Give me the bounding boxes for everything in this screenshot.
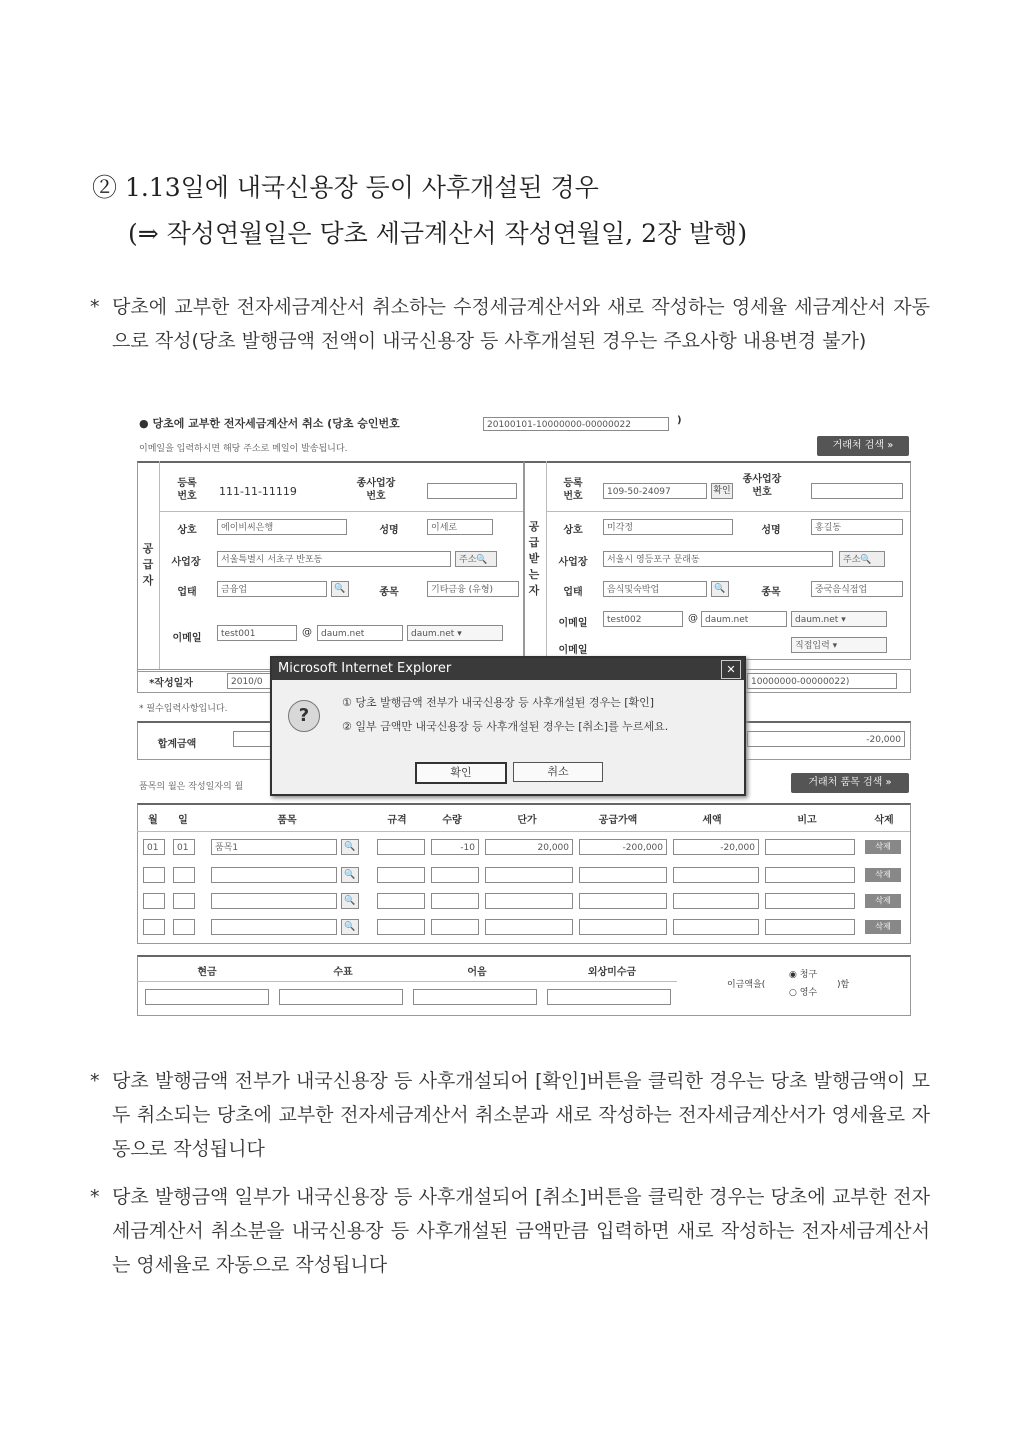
dialog-line-1: ① 당초 발행금액 전부가 내국신용장 등 사후개설된 경우는 [확인] — [342, 696, 655, 709]
pay-cash-field[interactable] — [145, 989, 269, 1005]
receiver-email-label: 이메일 — [558, 618, 588, 629]
bullet-text: 당초에 교부한 전자세금계산서 취소하는 수정세금계산서와 새로 작성하는 영세율 세금계산서 자동으로 작성(당초 발행금액 전액이 내국신용장 등 사후개설된 경우는 주요사항 내용변경 불가) — [112, 296, 930, 352]
bullet-paragraph-3 — [90, 1180, 930, 1282]
pay-note-label: 어음 — [467, 967, 487, 978]
col-supply: 공급가액 — [598, 815, 638, 826]
pay-claim-radio[interactable]: ◉ 청구 — [789, 970, 818, 980]
row1-spec[interactable] — [377, 839, 425, 855]
required-note: * 필수입력사항입니다. — [139, 704, 228, 714]
section-subheading: (⇒ 작성연월일은 당초 세금계산서 작성연월일, 2장 발행) — [128, 219, 748, 248]
search-icon: 🔍 — [476, 555, 488, 565]
items-note: 품목의 월은 작성일자의 월 — [139, 782, 244, 792]
pay-note-field[interactable] — [413, 989, 537, 1005]
date-field[interactable]: 2010/0 — [227, 673, 287, 689]
supplier-reg-label: 등록 번호 — [177, 478, 197, 502]
partner-search-button[interactable]: 거래처 검색 » — [817, 436, 909, 456]
receiver-reg-label: 등록 번호 — [563, 478, 583, 502]
supplier-addr-button[interactable]: 주소🔍 — [455, 551, 497, 567]
row3-supply[interactable] — [579, 893, 667, 909]
radio-selected-icon: ◉ — [789, 970, 797, 980]
receiver-name-field[interactable]: 미각정 — [603, 519, 733, 535]
receiver-reg-field[interactable]: 109-50-24097 — [603, 483, 707, 499]
confirm-dialog — [270, 656, 746, 796]
col-day: 일 — [178, 815, 188, 826]
row4-qty[interactable] — [431, 919, 479, 935]
bullet-circle-icon: ● — [139, 417, 149, 430]
search-icon[interactable]: 🔍 — [341, 893, 359, 909]
receiver-rep-label: 성명 — [761, 525, 781, 536]
supplier-side-label: 공 급 자 — [142, 542, 154, 587]
pay-claim-label-post: )함 — [837, 980, 850, 990]
radio-empty-icon: ○ — [789, 988, 797, 998]
supplier-reg-number: 111-11-11119 — [219, 485, 297, 498]
row1-delete-button[interactable]: 삭제 — [865, 840, 901, 854]
supplier-rep-label: 성명 — [379, 525, 399, 536]
email-notice: 이메일을 입력하시면 해당 주소로 메일이 발송됩니다. — [139, 444, 348, 454]
row3-month[interactable] — [143, 893, 165, 909]
supplier-email-id-field[interactable]: test001 — [217, 625, 297, 641]
row3-spec[interactable] — [377, 893, 425, 909]
reference-field[interactable]: 10000000-00000022) — [747, 673, 897, 689]
pay-receivable-field[interactable] — [547, 989, 671, 1005]
col-price: 단가 — [517, 815, 537, 826]
supplier-type-field[interactable]: 금융업 — [217, 581, 327, 597]
dialog-title: Microsoft Internet Explorer — [278, 661, 452, 676]
ok-button[interactable]: 확인 — [415, 762, 507, 784]
pay-check-label: 수표 — [333, 967, 353, 978]
row2-delete-button[interactable]: 삭제 — [865, 868, 901, 882]
row2-item[interactable] — [211, 867, 337, 883]
receiver-item-field[interactable]: 중국음식점업 — [811, 581, 903, 597]
col-month: 월 — [148, 815, 158, 826]
col-item: 품목 — [277, 815, 297, 826]
bullet-text: 당초 발행금액 일부가 내국신용장 등 사후개설되어 [취소]버튼을 클릭한 경우는 당초에 교부한 전자세금계산서 취소분을 내국신용장 등 사후개설된 금액만큼 입력하면 새로 작성하는 전자세금계산서는 영세율로 자동으로 작성됩니다 — [112, 1186, 930, 1276]
bullet-mark: * — [90, 1186, 100, 1208]
receiver-email2-select[interactable]: 직접입력 ▾ — [791, 637, 887, 653]
col-spec: 규격 — [387, 815, 407, 826]
supplier-rep-field[interactable]: 이세로 — [427, 519, 493, 535]
total-amount-field[interactable]: -20,000 — [747, 731, 905, 747]
receiver-subreg-label: 종사업장 번호 — [742, 474, 782, 498]
row1-price[interactable]: 20,000 — [485, 839, 573, 855]
confirm-button[interactable]: 확인 — [711, 483, 733, 499]
receiver-email-domain-field[interactable]: daum.net — [701, 611, 787, 627]
chevron-down-icon: ▾ — [457, 629, 462, 639]
item-search-button[interactable]: 거래처 품목 검색 » — [791, 773, 909, 793]
supplier-email-domain-field[interactable]: daum.net — [317, 625, 403, 641]
row1-supply[interactable]: -200,000 — [579, 839, 667, 855]
dialog-titlebar — [272, 658, 744, 680]
row2-tax[interactable] — [673, 867, 759, 883]
supplier-type-label: 업태 — [177, 587, 197, 598]
total-field-left[interactable] — [233, 731, 273, 747]
receiver-addr-button[interactable]: 주소🔍 — [839, 551, 885, 567]
pay-receivable-label: 외상미수금 — [587, 967, 637, 978]
approval-number-field[interactable]: 20100101-10000000-00000022 — [483, 417, 669, 431]
pay-cash-label: 현금 — [197, 967, 217, 978]
row3-item[interactable] — [211, 893, 337, 909]
col-note: 비고 — [797, 815, 817, 826]
row2-spec[interactable] — [377, 867, 425, 883]
row2-note[interactable] — [765, 867, 855, 883]
col-qty: 수량 — [442, 815, 462, 826]
row1-note[interactable] — [765, 839, 855, 855]
supplier-email-select[interactable]: daum.net ▾ — [407, 625, 503, 641]
receiver-type-label: 업태 — [563, 587, 583, 598]
receiver-type-field[interactable]: 음식및숙박업 — [603, 581, 707, 597]
receiver-email-select[interactable]: daum.net ▾ — [791, 611, 887, 627]
bullet-text: 당초 발행금액 전부가 내국신용장 등 사후개설되어 [확인]버튼을 클릭한 경우는 당초 발행금액이 모두 취소되는 당초에 교부한 전자세금계산서 취소분과 새로 작성하는 전자세금계산서가 영세율로 자동으로 작성됩니다 — [112, 1070, 930, 1160]
supplier-addr-field[interactable]: 서울특별시 서초구 반포동 — [217, 551, 451, 567]
row4-supply[interactable] — [579, 919, 667, 935]
pay-check-field[interactable] — [279, 989, 403, 1005]
row1-day[interactable]: 01 — [173, 839, 195, 855]
search-icon: 🔍 — [860, 555, 872, 565]
row3-tax[interactable] — [673, 893, 759, 909]
supplier-name-field[interactable]: 에이비씨은행 — [217, 519, 347, 535]
supplier-item-field[interactable]: 기타금융 (유형) — [427, 581, 519, 597]
date-label: *작성일자 — [149, 678, 193, 689]
form-title: ● 당초에 교부한 전자세금계산서 취소 (당초 승인번호 — [139, 417, 400, 430]
row4-delete-button[interactable]: 삭제 — [865, 920, 901, 934]
bullet-paragraph-1 — [90, 290, 930, 358]
chevron-down-icon: ▾ — [832, 641, 838, 651]
row4-spec[interactable] — [377, 919, 425, 935]
bullet-mark: * — [90, 1070, 100, 1092]
receiver-email2-label: 이메일 — [558, 645, 588, 656]
row2-qty[interactable] — [431, 867, 479, 883]
bullet-mark: * — [90, 296, 100, 318]
at-sign: @ — [688, 613, 698, 624]
row4-price[interactable] — [485, 919, 573, 935]
col-tax: 세액 — [702, 815, 722, 826]
row1-qty[interactable]: -10 — [431, 839, 479, 855]
row2-price[interactable] — [485, 867, 573, 883]
receiver-item-label: 종목 — [761, 587, 781, 598]
receiver-addr-field[interactable]: 서울시 영등포구 문래동 — [603, 551, 833, 567]
supplier-name-label: 상호 — [177, 525, 197, 536]
row2-day[interactable] — [173, 867, 195, 883]
row3-qty[interactable] — [431, 893, 479, 909]
dialog-line-2: ② 일부 금액만 내국신용장 등 사후개설된 경우는 [취소]를 누르세요. — [342, 720, 669, 733]
row4-tax[interactable] — [673, 919, 759, 935]
row4-note[interactable] — [765, 919, 855, 935]
search-icon[interactable]: 🔍 — [341, 867, 359, 883]
row3-delete-button[interactable]: 삭제 — [865, 894, 901, 908]
receiver-name-label: 상호 — [563, 525, 583, 536]
receiver-rep-field[interactable]: 홍길동 — [811, 519, 903, 535]
pay-claim-label-pre: 이금액을( — [727, 980, 766, 990]
chevron-down-icon: ▾ — [841, 615, 846, 625]
row4-day[interactable] — [173, 919, 195, 935]
pay-receipt-radio[interactable]: ○ 영수 — [789, 988, 818, 998]
row1-month[interactable]: 01 — [143, 839, 165, 855]
row3-price[interactable] — [485, 893, 573, 909]
supplier-subreg-label: 종사업장 번호 — [356, 478, 396, 502]
col-delete: 삭제 — [874, 815, 894, 826]
supplier-email-label: 이메일 — [172, 633, 202, 644]
tax-invoice-form-screenshot — [136, 410, 912, 1018]
row3-note[interactable] — [765, 893, 855, 909]
bullet-paragraph-2 — [90, 1064, 930, 1166]
receiver-addr-label: 사업장 — [558, 557, 588, 568]
cancel-button[interactable]: 취소 — [513, 762, 603, 782]
row1-tax[interactable]: -20,000 — [673, 839, 759, 855]
supplier-item-label: 종목 — [379, 587, 399, 598]
at-sign: @ — [302, 627, 312, 638]
section-heading: ② 1.13일에 내국신용장 등이 사후개설된 경우 — [92, 173, 599, 202]
total-label: 합계금액 — [157, 739, 197, 750]
approval-close-paren: ) — [677, 415, 682, 426]
supplier-addr-label: 사업장 — [171, 557, 201, 568]
search-icon[interactable]: 🔍 — [341, 839, 359, 855]
row2-month[interactable] — [143, 867, 165, 883]
row4-item[interactable] — [211, 919, 337, 935]
row3-day[interactable] — [173, 893, 195, 909]
question-icon: ? — [288, 700, 320, 732]
close-icon[interactable]: ✕ — [721, 660, 741, 679]
receiver-side-label: 공 급 받 는 자 — [528, 520, 540, 597]
receiver-subreg-field[interactable] — [811, 483, 903, 499]
supplier-subreg-field[interactable] — [427, 483, 517, 499]
search-icon[interactable]: 🔍 — [711, 581, 729, 597]
search-icon[interactable]: 🔍 — [341, 919, 359, 935]
row2-supply[interactable] — [579, 867, 667, 883]
row1-item[interactable]: 품목1 — [211, 839, 337, 855]
receiver-email-id-field[interactable]: test002 — [603, 611, 683, 627]
search-icon[interactable]: 🔍 — [331, 581, 349, 597]
row4-month[interactable] — [143, 919, 165, 935]
